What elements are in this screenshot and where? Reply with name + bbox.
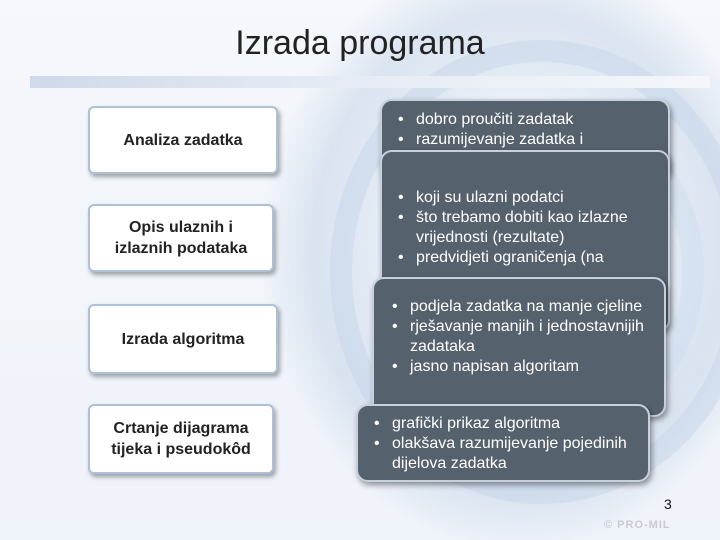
- bullet-item: • rješavanje manjih i jednostavnijih zadataka: [388, 317, 654, 357]
- bullet-item: • grafički prikaz algoritma: [370, 414, 638, 434]
- step-analiza[interactable]: [88, 106, 278, 174]
- step-algoritam[interactable]: [88, 304, 278, 374]
- slide-title: Izrada programa: [235, 24, 485, 62]
- step-label: Crtanje dijagrama tijeka i pseudokôd: [111, 420, 251, 458]
- bullet-item: • olakšava razumijevanje pojedinih dijelova zadatka: [370, 434, 638, 474]
- bullet-item: • što trebamo dobiti kao izlazne vrijednosti (rezultate): [394, 208, 658, 248]
- page-number: 3: [664, 496, 672, 512]
- bullet-item: • dobro proučiti zadatak: [394, 110, 658, 130]
- step-label: Analiza zadatka: [123, 131, 243, 149]
- bullet-item: • koji su ulazni podatci: [394, 188, 658, 208]
- title-underline: [30, 76, 710, 88]
- bullet-item: • razumijevanje zadatka i: [394, 130, 658, 150]
- step-label: Opis ulaznih i izlaznih podataka: [114, 219, 248, 257]
- watermark: © PRO-MIL: [604, 519, 671, 531]
- step-opis[interactable]: [88, 204, 274, 272]
- bullet-item: • jasno napisan algoritam: [388, 357, 654, 377]
- description-box-dijagram: [356, 404, 650, 482]
- bullet-item: • podjela zadatka na manje cjeline: [388, 297, 654, 317]
- description-box-algoritam: [372, 277, 666, 417]
- bullet-item: • predvidjeti ograničenja (na: [394, 248, 658, 268]
- step-label: Izrada algoritma: [121, 330, 245, 348]
- step-dijagram[interactable]: [88, 404, 274, 474]
